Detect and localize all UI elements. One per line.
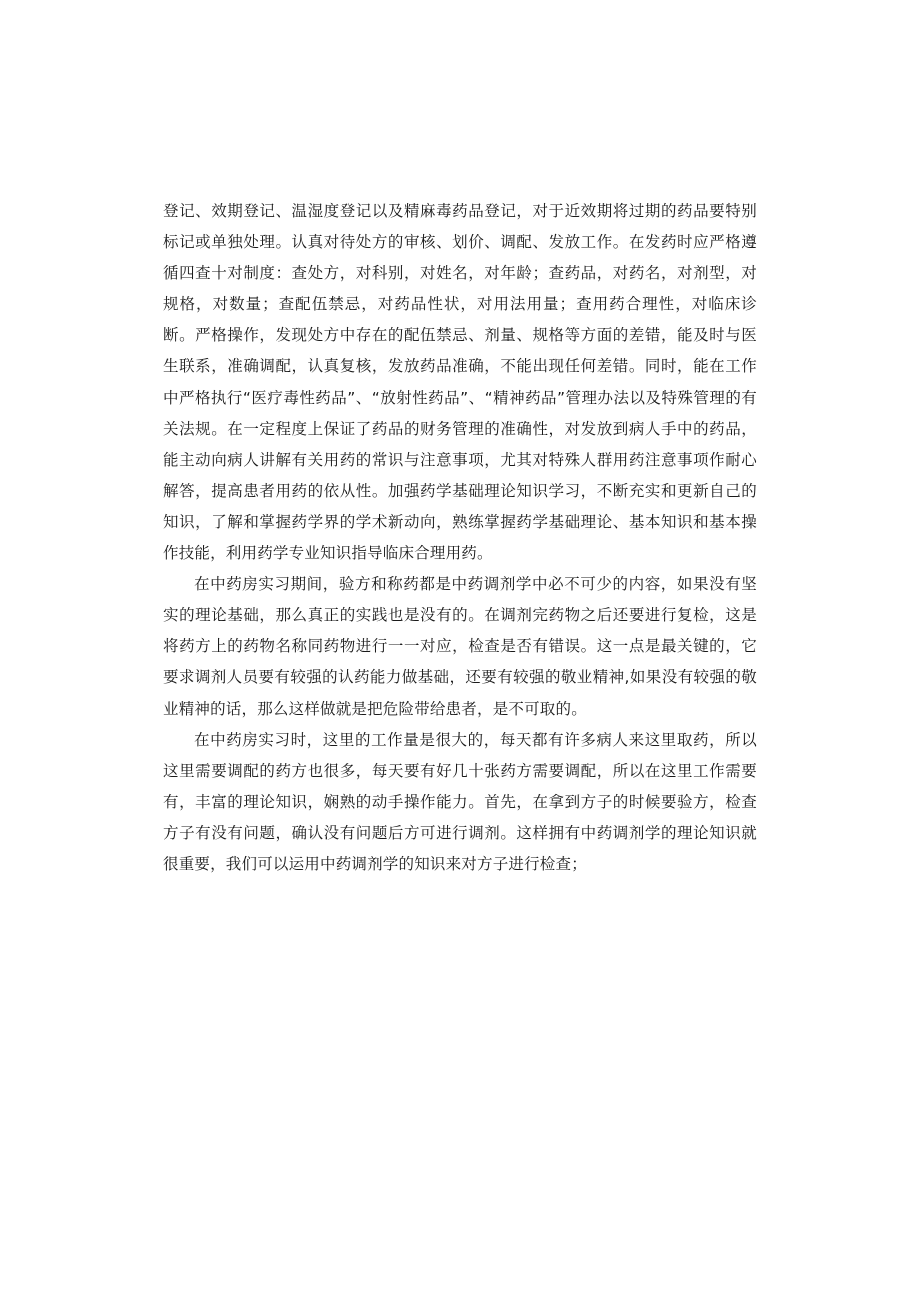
paragraph-chinese-pharmacy-workload: 在中药房实习时，这里的工作量是很大的，每天都有许多病人来这里取药，所以这里需要调配的药方也很多，每天要有好几十张药方需要调配，所以在这里工作需要有，丰富的理论知识，娴熟的动手操作能力。首先，在拿到方子的时候要验方，检查方子有没有问题，确认没有问题后方可进行调剂。这样拥有中药调剂学的理论知识就很重要，我们可以运用中药调剂学的知识来对方子进行检查； (163, 730, 757, 873)
paragraph-chinese-pharmacy-verification: 在中药房实习期间，验方和称药都是中药调剂学中必不可少的内容，如果没有坚实的理论基础，那么真正的实践也是没有的。在调剂完药物之后还要进行复检，这是将药方上的药物名称同药物进行一一对应，检查是否有错误。这一点是最关键的，它要求调剂人员要有较强的认药能力做基础，还要有较强的敬业精神,如果没有较强的敬业精神的话，那么这样做就是把危险带给患者，是不可取的。 (163, 575, 757, 718)
document-body (163, 196, 757, 880)
paragraph-pharmacy-procedures: 登记、效期登记、温湿度登记以及精麻毒药品登记，对于近效期将过期的药品要特别标记或单独处理。认真对待处方的审核、划价、调配、发放工作。在发药时应严格遵循四查十对制度：查处方，对科别，对姓名，对年龄；查药品，对药名，对剂型，对规格，对数量；查配伍禁忌，对药品性状，对用法用量；查用药合理性，对临床诊断。严格操作，发现处方中存在的配伍禁忌、剂量、规格等方面的差错，能及时与医生联系，准确调配，认真复核，发放药品准确，不能出现任何差错。同时，能在工作中严格执行“医疗毒性药品”、“放射性药品”、“精神药品”管理办法以及特殊管理的有关法规。在一定程度上保证了药品的财务管理的准确性，对发放到病人手中的药品，能主动向病人讲解有关用药的常识与注意事项，尤其对特殊人群用药注意事项作耐心解答，提高患者用药的依从性。加强药学基础理论知识学习，不断充实和更新自己的知识，了解和掌握药学界的学术新动向，熟练掌握药学基础理论、基本知识和基本操作技能，利用药学专业知识指导临床合理用药。 (163, 202, 757, 563)
